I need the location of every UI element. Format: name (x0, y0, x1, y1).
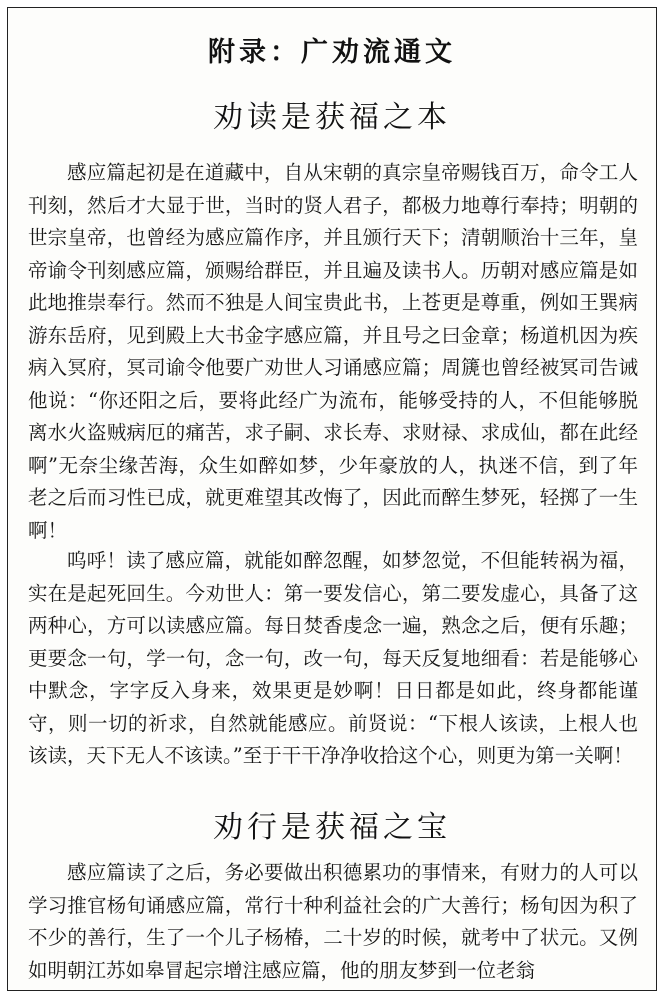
section-heading-read: 劝读是获福之本 (213, 100, 451, 135)
paragraph: 呜呼！读了感应篇，就能如醉忽醒，如梦忽觉，不但能转祸为福，实在是起死回生。今劝世人：第一要发信心，第二要发虚心，具备了这两种心，方可以读感应篇。每日焚香虔念一遍，熟念之后，便有乐趣；更要念一句，学一句，念一句，改一句，每天反复地细看：若是能够心中默念，字字反入身来，效果更是妙啊！日日都是如此，终身都能谨守，则一切的祈求，自然就能感应。前贤说：“下根人该读，上根人也该读，天下无人不该读。”至于干干净净收拾这个心，则更为第一关啊！ (28, 549, 638, 767)
section-heading-practice: 劝行是获福之宝 (213, 810, 451, 845)
paragraph: 感应篇起初是在道藏中，自从宋朝的真宗皇帝赐钱百万，命令工人刊刻，然后才大显于世，当时的贤人君子，都极力地尊行奉持；明朝的世宗皇帝，也曾经为感应篇作序，并且颁行天下；清朝顺治十三年，皇帝谕令刊刻感应篇，颁赐给群臣，并且遍及读书人。历朝对感应篇是如此地推崇奉行。然而不独是人间宝贵此书，上苍更是尊重，例如王巽病游东岳府，见到殿上大书金字感应篇，并且号之曰金章；杨道机因为疾病入冥府，冥司谕令他要广劝世人习诵感应篇；周篪也曾经被冥司告诫他说：“你还阳之后，要将此经广为流布，能够受持的人，不但能够脱离水火盗贼病厄的痛苦，求子嗣、求长寿、求财禄、求成仙，都在此经啊”无奈尘缘苦海，众生如醉如梦，少年豪放的人，执迷不信，到了年老之后而习性已成，就更难望其改悔了，因此而醉生梦死，轻掷了一生啊！ (28, 161, 638, 542)
page-title: 附录：广劝流通文 (208, 37, 456, 68)
book-page (7, 7, 657, 991)
paragraph: 感应篇读了之后，务必要做出积德累功的事情来，有财力的人可以学习推官杨旬诵感应篇，常行十种利益社会的广大善行；杨旬因为积了不少的善行，生了一个儿子杨椿，二十岁的时候，就考中了状元。又例如明朝江苏如皋冒起宗增注感应篇，他的朋友梦到一位老翁 (28, 861, 638, 982)
